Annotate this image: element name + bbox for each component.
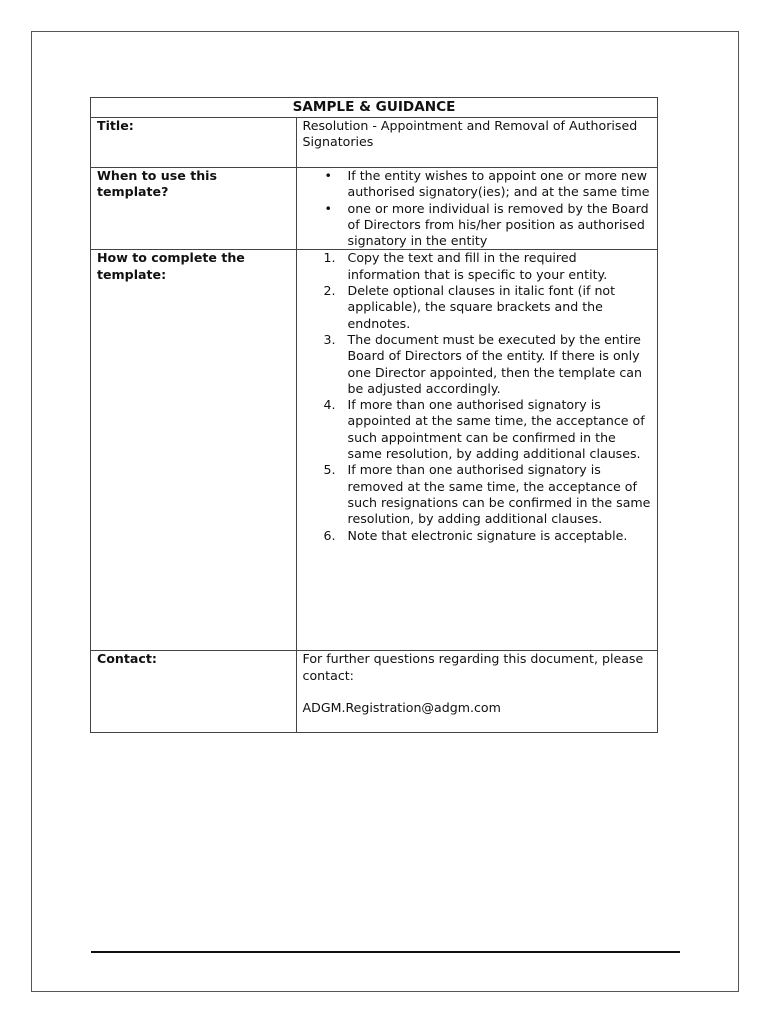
list-item [323, 462, 651, 527]
list-item [323, 250, 651, 283]
contact-value [296, 651, 657, 733]
step-text: Note that electronic signature is acceptable. [347, 527, 628, 543]
contact-text: For further questions regarding this document, please contact: [302, 651, 644, 683]
title-label: Title: [91, 118, 297, 168]
step-number: 6. [323, 527, 336, 543]
how-steps-list [303, 250, 651, 543]
when-label: When to use this template? [91, 168, 297, 250]
list-item [323, 527, 651, 544]
step-text: If more than one authorised signatory is removed at the same time, the acceptance of such resignations can be confirmed in the same resolution, by adding additional clauses. [347, 462, 651, 527]
title-value: Resolution - Appointment and Removal of Authorised Signatories [296, 118, 657, 168]
step-number: 5. [323, 462, 336, 478]
when-value [296, 168, 657, 250]
list-item: • If the entity wishes to appoint one or more new authorised signatory(ies); and at the same time [348, 168, 651, 201]
table-header-row [91, 98, 658, 118]
list-item [323, 331, 651, 397]
when-row [91, 168, 658, 250]
contact-row [91, 651, 658, 733]
when-bullet-list [303, 168, 651, 249]
step-text: Copy the text and fill in the required information that is specific to your entity. [347, 250, 608, 282]
how-row [91, 250, 658, 651]
step-text: If more than one authorised signatory is appointed at the same time, the acceptance of such appointment can be confirmed in the same resolution, by adding additional clauses. [347, 397, 645, 462]
list-item: • one or more individual is removed by the Board of Directors from his/her position as authorised signatory in the entity [348, 201, 651, 250]
step-text: Delete optional clauses in italic font (if not applicable), the square brackets and the endnotes. [347, 283, 616, 331]
step-number: 2. [323, 283, 336, 299]
contact-label: Contact: [91, 651, 297, 733]
step-number: 4. [323, 397, 336, 413]
guidance-table [90, 97, 658, 733]
contact-email: ADGM.Registration@adgm.com [302, 700, 501, 716]
list-item [323, 397, 651, 462]
step-number: 3. [323, 331, 336, 347]
table-heading: SAMPLE & GUIDANCE [91, 98, 658, 118]
how-value [296, 250, 657, 651]
step-text: The document must be executed by the entire Board of Directors of the entity. If there is only one Director appointed, then the template can be adjusted accordingly. [347, 331, 642, 396]
how-label: How to complete the template: [91, 250, 297, 651]
step-number: 1. [323, 250, 336, 266]
list-item [323, 283, 651, 332]
footer-divider [91, 951, 680, 953]
title-row [91, 118, 658, 168]
